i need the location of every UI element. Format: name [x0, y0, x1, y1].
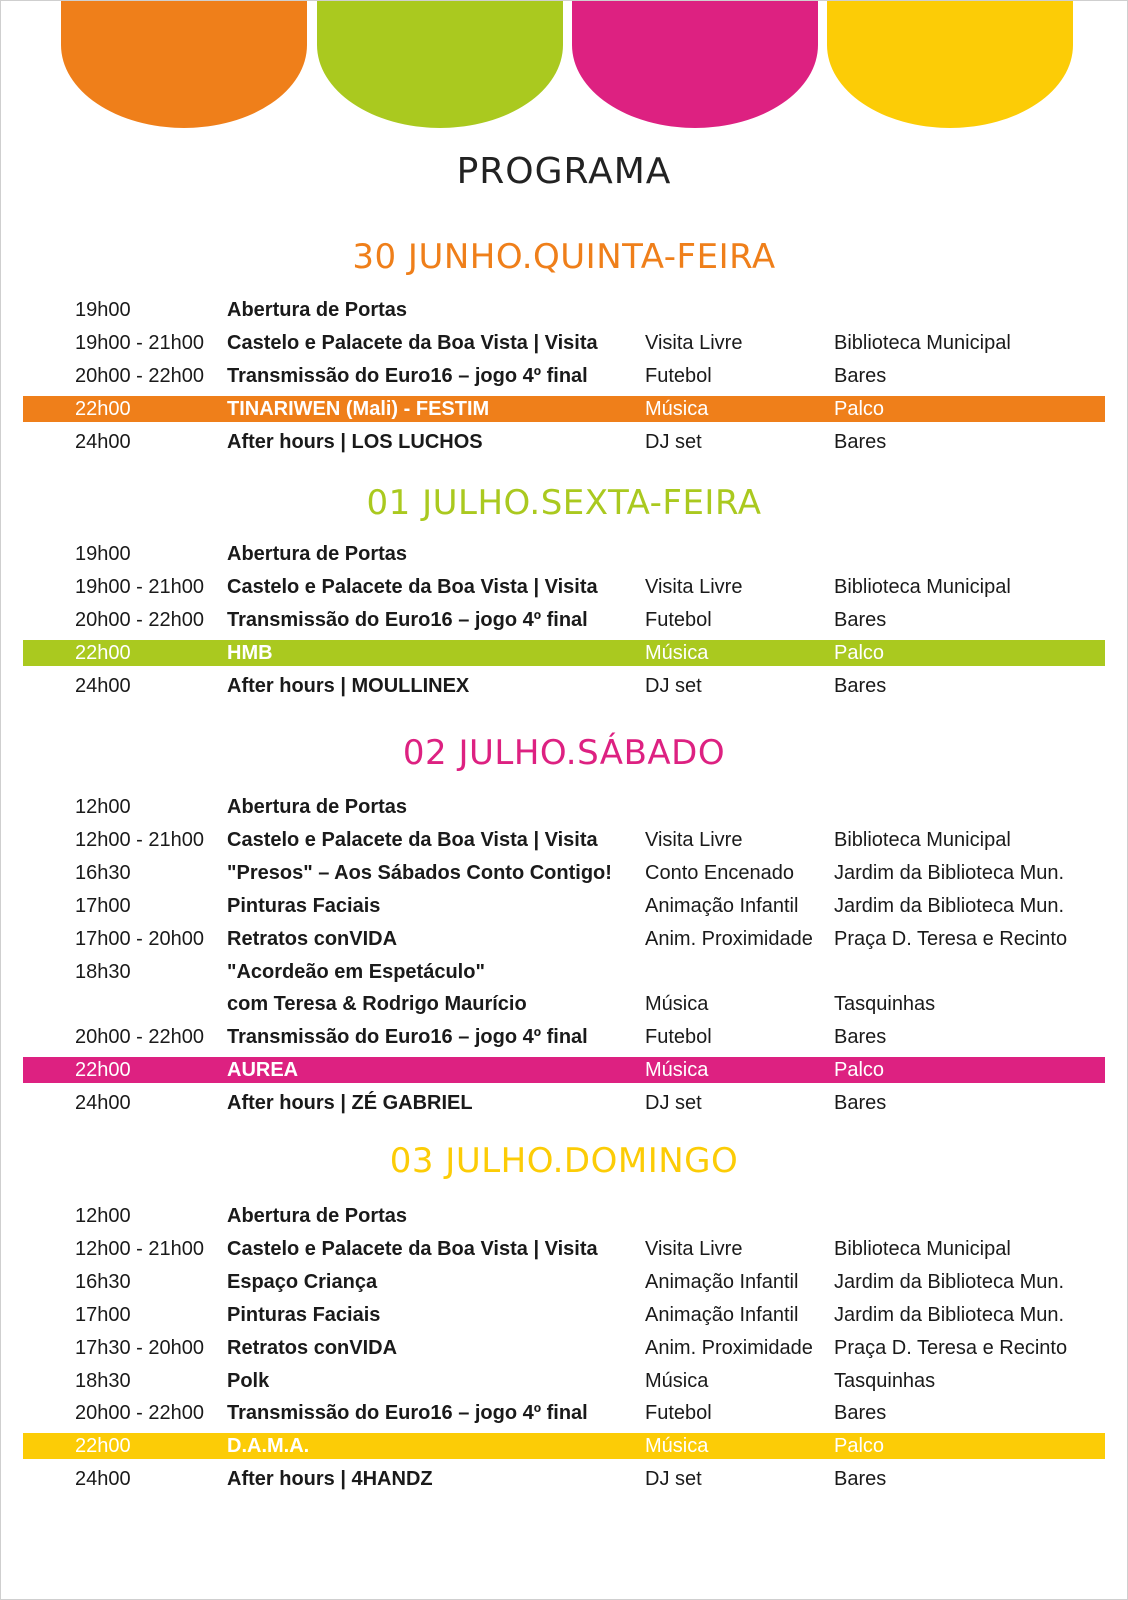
event-time: 20h00 - 22h00 — [75, 609, 205, 631]
event-location: Bares — [834, 1468, 887, 1490]
event-location: Palco — [834, 1059, 885, 1081]
event-title: After hours | LOS LUCHOS — [227, 431, 483, 453]
event-time: 24h00 — [75, 1468, 131, 1490]
event-time: 19h00 - 21h00 — [75, 332, 205, 354]
event-time: 22h00 — [75, 398, 131, 420]
event-category: Futebol — [645, 1402, 712, 1424]
event-title: Pinturas Faciais — [227, 1304, 381, 1326]
event-title: "Acordeão em Espetáculo" — [227, 961, 485, 983]
event-time: 12h00 — [75, 1205, 131, 1227]
event-category: Conto Encenado — [645, 862, 795, 884]
event-time: 17h00 — [75, 895, 131, 917]
event-title: Retratos conVIDA — [227, 928, 398, 950]
event-time: 24h00 — [75, 1092, 131, 1114]
event-title: Castelo e Palacete da Boa Vista | Visita — [227, 829, 598, 851]
event-category: Música — [645, 642, 709, 664]
event-location: Biblioteca Municipal — [834, 576, 1011, 598]
event-time: 20h00 - 22h00 — [75, 1026, 205, 1048]
event-row — [23, 1302, 1105, 1328]
event-row — [23, 574, 1105, 600]
event-title: After hours | ZÉ GABRIEL — [227, 1092, 473, 1114]
event-category: DJ set — [645, 1468, 702, 1490]
event-row — [23, 926, 1105, 952]
event-row — [23, 673, 1105, 699]
event-location: Bares — [834, 365, 887, 387]
event-row — [23, 794, 1105, 820]
event-location: Jardim da Biblioteca Mun. — [834, 895, 1065, 917]
event-row — [23, 1236, 1105, 1262]
event-row — [23, 363, 1105, 389]
event-category: Visita Livre — [645, 576, 743, 598]
event-category: Anim. Proximidade — [645, 928, 813, 950]
event-title: Castelo e Palacete da Boa Vista | Visita — [227, 332, 598, 354]
event-category: Animação Infantil — [645, 1271, 799, 1293]
event-category: Animação Infantil — [645, 1304, 799, 1326]
event-row — [23, 893, 1105, 919]
event-time: 19h00 — [75, 299, 131, 321]
event-time: 18h30 — [75, 1370, 131, 1392]
event-row — [23, 541, 1105, 567]
event-row — [23, 330, 1105, 356]
event-row — [23, 1466, 1105, 1492]
event-time: 18h30 — [75, 961, 131, 983]
event-title: com Teresa & Rodrigo Maurício — [227, 993, 527, 1015]
event-category: Música — [645, 1059, 709, 1081]
highlighted-event-row — [23, 1057, 1105, 1083]
event-time: 17h30 - 20h00 — [75, 1337, 205, 1359]
event-row — [23, 429, 1105, 455]
event-time: 16h30 — [75, 862, 131, 884]
event-row — [23, 607, 1105, 633]
event-location: Jardim da Biblioteca Mun. — [834, 1304, 1065, 1326]
event-row — [23, 1400, 1105, 1426]
event-location: Palco — [834, 642, 885, 664]
event-time: 16h30 — [75, 1271, 131, 1293]
event-time: 22h00 — [75, 1059, 131, 1081]
highlighted-event-row — [23, 640, 1105, 666]
event-location: Jardim da Biblioteca Mun. — [834, 1271, 1065, 1293]
event-category: Futebol — [645, 1026, 712, 1048]
event-title: After hours | MOULLINEX — [227, 675, 470, 697]
event-title: After hours | 4HANDZ — [227, 1468, 433, 1490]
event-category: Futebol — [645, 365, 712, 387]
event-time: 12h00 - 21h00 — [75, 1238, 205, 1260]
event-row — [23, 959, 1105, 985]
event-row — [23, 1024, 1105, 1050]
event-title: Castelo e Palacete da Boa Vista | Visita — [227, 576, 598, 598]
day-heading: 30 JUNHO.QUINTA-FEIRA — [352, 237, 776, 277]
event-row — [23, 860, 1105, 886]
event-title: Abertura de Portas — [227, 1205, 408, 1227]
event-category: Visita Livre — [645, 332, 743, 354]
event-time: 24h00 — [75, 431, 131, 453]
event-location: Palco — [834, 1435, 885, 1457]
event-title: Abertura de Portas — [227, 796, 408, 818]
event-location: Bares — [834, 609, 887, 631]
event-time: 17h00 - 20h00 — [75, 928, 205, 950]
event-time: 22h00 — [75, 1435, 131, 1457]
event-title: Castelo e Palacete da Boa Vista | Visita — [227, 1238, 598, 1260]
event-location: Palco — [834, 398, 885, 420]
green-scallop-decoration — [317, 1, 563, 128]
event-title: Retratos conVIDA — [227, 1337, 398, 1359]
event-title: Abertura de Portas — [227, 543, 408, 565]
day-heading: 03 JULHO.DOMINGO — [389, 1141, 739, 1181]
event-category: Música — [645, 398, 709, 420]
event-time: 19h00 - 21h00 — [75, 576, 205, 598]
event-category: Música — [645, 993, 709, 1015]
event-title: AUREA — [227, 1059, 299, 1081]
event-time: 24h00 — [75, 675, 131, 697]
event-time: 19h00 — [75, 543, 131, 565]
event-location: Bares — [834, 1092, 887, 1114]
yellow-scallop-decoration — [827, 1, 1073, 128]
magenta-scallop-decoration — [572, 1, 818, 128]
event-category: DJ set — [645, 675, 702, 697]
event-location: Bares — [834, 675, 887, 697]
event-row — [23, 991, 1105, 1017]
event-category: Animação Infantil — [645, 895, 799, 917]
event-time: 12h00 — [75, 796, 131, 818]
event-location: Praça D. Teresa e Recinto — [834, 928, 1068, 950]
event-location: Bares — [834, 1026, 887, 1048]
event-category: DJ set — [645, 1092, 702, 1114]
event-row — [23, 1269, 1105, 1295]
event-category: Visita Livre — [645, 1238, 743, 1260]
event-time: 12h00 - 21h00 — [75, 829, 205, 851]
event-row — [23, 1090, 1105, 1116]
event-title: "Presos" – Aos Sábados Conto Contigo! — [227, 862, 612, 884]
event-location: Praça D. Teresa e Recinto — [834, 1337, 1068, 1359]
event-row — [23, 297, 1105, 323]
event-category: Anim. Proximidade — [645, 1337, 813, 1359]
event-time: 20h00 - 22h00 — [75, 365, 205, 387]
event-location: Bares — [834, 1402, 887, 1424]
event-category: Visita Livre — [645, 829, 743, 851]
event-location: Tasquinhas — [834, 1370, 936, 1392]
event-location: Biblioteca Municipal — [834, 1238, 1011, 1260]
event-location: Tasquinhas — [834, 993, 936, 1015]
highlighted-event-row — [23, 396, 1105, 422]
event-row — [23, 1368, 1105, 1394]
event-category: Futebol — [645, 609, 712, 631]
event-title: Espaço Criança — [227, 1271, 378, 1293]
event-title: Abertura de Portas — [227, 299, 408, 321]
page-title: PROGRAMA — [456, 151, 672, 192]
event-title: TINARIWEN (Mali) - FESTIM — [227, 398, 490, 420]
event-category: Música — [645, 1435, 709, 1457]
event-location: Biblioteca Municipal — [834, 332, 1011, 354]
event-title: Pinturas Faciais — [227, 895, 381, 917]
event-title: HMB — [227, 642, 273, 664]
event-row — [23, 827, 1105, 853]
event-title: Transmissão do Euro16 – jogo 4º final — [227, 365, 588, 387]
event-time: 20h00 - 22h00 — [75, 1402, 205, 1424]
event-category: Música — [645, 1370, 709, 1392]
event-location: Jardim da Biblioteca Mun. — [834, 862, 1065, 884]
orange-scallop-decoration — [61, 1, 307, 128]
event-time: 22h00 — [75, 642, 131, 664]
event-time: 17h00 — [75, 1304, 131, 1326]
event-location: Bares — [834, 431, 887, 453]
event-location: Biblioteca Municipal — [834, 829, 1011, 851]
event-row — [23, 1203, 1105, 1229]
event-title: Polk — [227, 1370, 270, 1392]
event-title: D.A.M.A. — [227, 1435, 310, 1457]
event-title: Transmissão do Euro16 – jogo 4º final — [227, 609, 588, 631]
highlighted-event-row — [23, 1433, 1105, 1459]
day-heading: 01 JULHO.SEXTA-FEIRA — [366, 483, 762, 523]
event-title: Transmissão do Euro16 – jogo 4º final — [227, 1402, 588, 1424]
event-row — [23, 1335, 1105, 1361]
day-heading: 02 JULHO.SÁBADO — [402, 733, 726, 773]
event-title: Transmissão do Euro16 – jogo 4º final — [227, 1026, 588, 1048]
event-category: DJ set — [645, 431, 702, 453]
